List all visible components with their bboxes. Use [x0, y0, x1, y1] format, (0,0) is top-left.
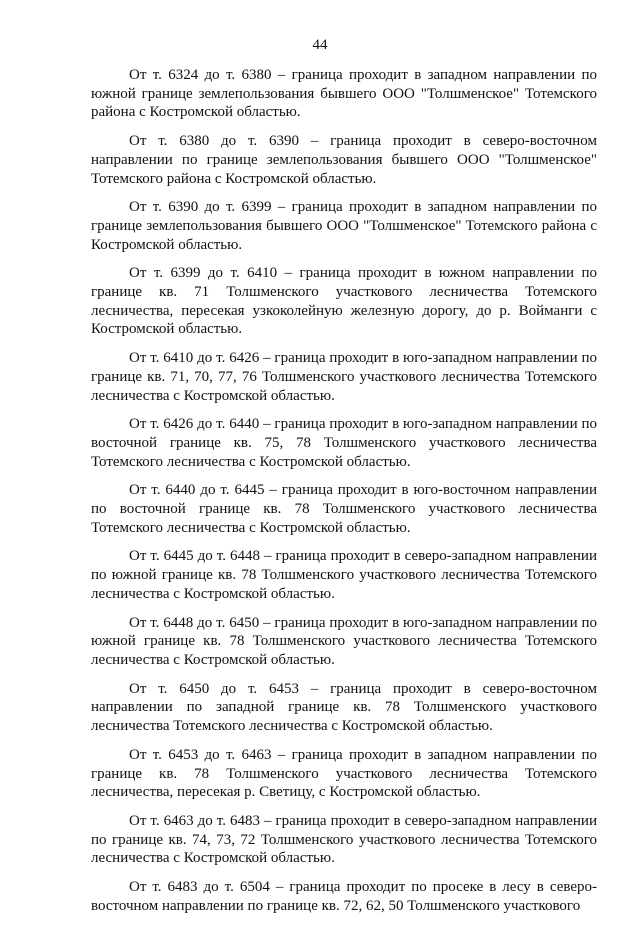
paragraph: От т. 6463 до т. 6483 – граница проходит в северо-западном направлении по границе кв. 74, 73, 72 Толшменского участкового лесничества Тотемского лесничества с Костромской областью. — [91, 812, 597, 867]
paragraph: От т. 6440 до т. 6445 – граница проходит в юго-восточном направлении по восточной границе кв. 78 Толшменского участкового лесничества Тотемского лесничества с Костромской областью. — [91, 482, 597, 536]
paragraph: От т. 6483 до т. 6504 – граница проходит по просеке в лесу в северо-восточном направлении по границе кв. 72, 62, 50 Толшменского участкового — [91, 879, 597, 914]
paragraph: От т. 6453 до т. 6463 – граница проходит в западном направлении по границе кв. 78 Толшменского участкового лесничества Тотемского лесничества, пересекая р. Светицу, с Костромской областью. — [91, 746, 597, 801]
paragraph: От т. 6399 до т. 6410 – граница проходит в южном направлении по границе кв. 71 Толшменского участкового лесничества Тотемского лесничества, пересекая узкоколейную железную дорогу, до р. Войманги с Костромской областью. — [91, 265, 597, 338]
paragraph: От т. 6448 до т. 6450 – граница проходит в юго-западном направлении по южной границе кв. 78 Толшменского участкового лесничества Тотемского лесничества с Костромской областью. — [91, 614, 597, 668]
paragraph: От т. 6450 до т. 6453 – граница проходит в северо-восточном направлении по западной границе кв. 78 Толшменского участкового лесничества Тотемского лесничества с Костромской областью. — [91, 680, 597, 735]
document-body — [91, 66, 597, 925]
paragraph: От т. 6324 до т. 6380 – граница проходит в западном направлении по южной границе землепользования бывшего ООО "Толшменское" Тотемского района с Костромской областью. — [91, 67, 597, 121]
paragraph: От т. 6380 до т. 6390 – граница проходит в северо-восточном направлении по границе землепользования бывшего ООО "Толшменское" Тотемского района с Костромской областью. — [91, 133, 597, 187]
page-number: 44 — [312, 37, 328, 53]
paragraph: От т. 6410 до т. 6426 – граница проходит в юго-западном направлении по границе кв. 71, 70, 77, 76 Толшменского участкового лесничества Тотемского лесничества с Костромской областью. — [91, 350, 597, 404]
paragraph: От т. 6390 до т. 6399 – граница проходит в западном направлении по границе землепользования бывшего ООО "Толшменское" Тотемского района с Костромской областью. — [91, 199, 597, 253]
paragraph: От т. 6445 до т. 6448 – граница проходит в северо-западном направлении по южной границе кв. 78 Толшменского участкового лесничества Тотемского лесничества с Костромской областью. — [91, 548, 597, 602]
paragraph: От т. 6426 до т. 6440 – граница проходит в юго-западном направлении по восточной границе кв. 75, 78 Толшменского участкового лесничества Тотемского лесничества с Костромской областью. — [91, 416, 597, 470]
